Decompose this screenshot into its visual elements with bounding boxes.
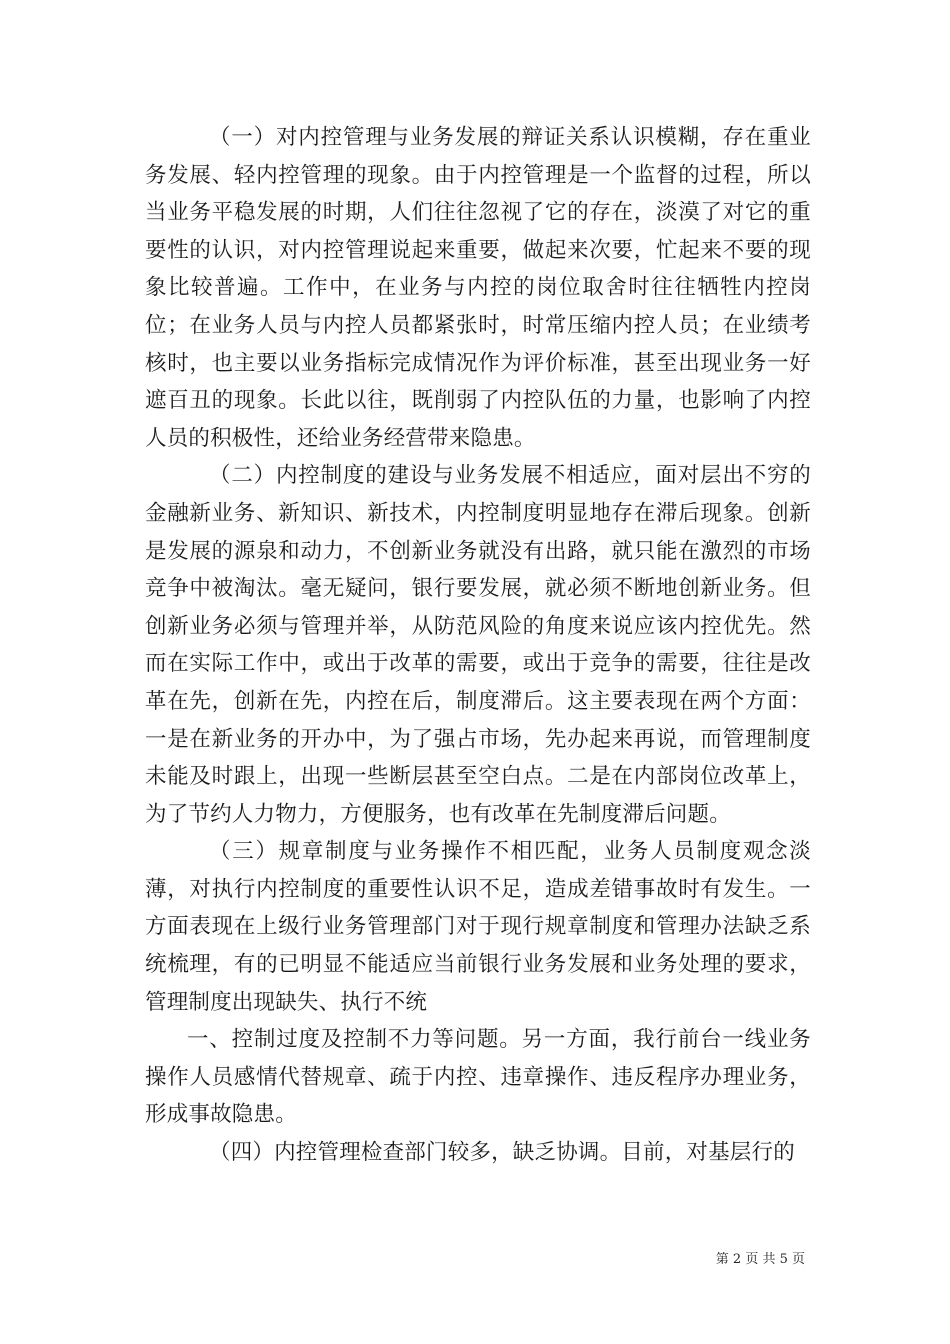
paragraph-4: 一、控制过度及控制不力等问题。另一方面，我行前台一线业务操作人员感情代替规章、疏于内控、违章操作、违反程序办理业务，形成事故隐患。	[145, 1027, 811, 1128]
paragraph-3: （三）规章制度与业务操作不相匹配，业务人员制度观念淡薄，对执行内控制度的重要性认识不足，造成差错事故时有发生。一方面表现在上级行业务管理部门对于现行规章制度和管理办法缺乏系统梳理，有的已明显不能适应当前银行业务发展和业务处理的要求，管理制度出现缺失、执行不统	[145, 839, 811, 1015]
paragraph-2: （二）内控制度的建设与业务发展不相适应，面对层出不穷的金融新业务、新知识、新技术，内控制度明显地存在滞后现象。创新是发展的源泉和动力，不创新业务就没有出路，就只能在激烈的市场竞争中被淘汰。毫无疑问，银行要发展，就必须不断地创新业务。但创新业务必须与管理并举，从防范风险的角度来说应该内控优先。然而在实际工作中，或出于改革的需要，或出于竞争的需要，往往是改革在先，创新在先，内控在后，制度滞后。这主要表现在两个方面：一是在新业务的开办中，为了强占市场，先办起来再说，而管理制度未能及时跟上，出现一些断层甚至空白点。二是在内部岗位改革上，为了节约人力物力，方便服务，也有改革在先制度滞后问题。	[145, 463, 811, 827]
page-number-footer: 第 2 页 共 5 页	[715, 1252, 805, 1267]
document-body	[145, 119, 811, 1172]
paragraph-5: （四）内控管理检查部门较多，缺乏协调。目前，对基层行的	[209, 1140, 795, 1166]
paragraph-1: （一）对内控管理与业务发展的辩证关系认识模糊，存在重业务发展、轻内控管理的现象。由于内控管理是一个监督的过程，所以当业务平稳发展的时期，人们往往忽视了它的存在，淡漠了对它的重要性的认识，对内控管理说起来重要，做起来次要，忙起来不要的现象比较普遍。工作中，在业务与内控的岗位取舍时往往牺牲内控岗位；在业务人员与内控人员都紧张时，时常压缩内控人员；在业绩考核时，也主要以业务指标完成情况作为评价标准，甚至出现业务一好遮百丑的现象。长此以往，既削弱了内控队伍的力量，也影响了内控人员的积极性，还给业务经营带来隐患。	[145, 125, 811, 451]
